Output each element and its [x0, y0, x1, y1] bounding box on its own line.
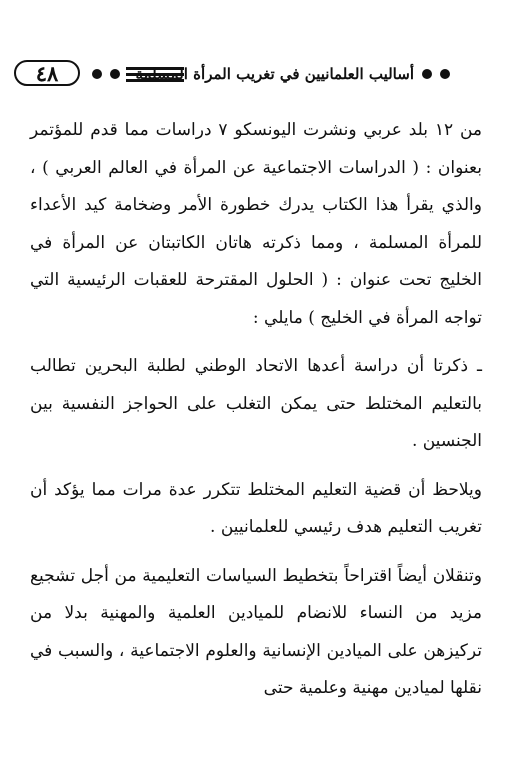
page-body [30, 112, 482, 708]
page-header [12, 56, 494, 92]
ornament-dot-icon [110, 69, 120, 79]
paragraph: ويلاحظ أن قضية التعليم المختلط تتكرر عدة مرات مما يؤكد أن تغريب التعليم هدف رئيسي للعلمانيين . [30, 479, 482, 537]
paragraph: ـ ذكرتا أن دراسة أعدها الاتحاد الوطني لطلبة البحرين تطالب بالتعليم المختلط حتى يمكن التغلب على الحواجز النفسية بين الجنسين . [30, 356, 482, 451]
ornament-dot-icon [422, 69, 432, 79]
ornament-dot-icon [92, 69, 102, 79]
paragraph: من ١٢ بلد عربي ونشرت اليونسكو ٧ دراسات مما قدم للمؤتمر بعنوان : ( الدراسات الاجتماعية عن المرأة في العالم العربي ) ، والذي يقرأ هذا الكتاب يدرك خطورة الأمر وضخامة كيد الأعداء للمرأة المسلمة ، ومما ذكرته هاتان الكاتبتان عن المرأة في الخليج تحت عنوان : ( الحلول المقترحة للعقبات الرئيسية التي تواجه المرأة في الخليج ) مايلي : [30, 120, 483, 328]
running-title: أساليب العلمانيين في تغريب المرأة المسلمة [135, 65, 414, 83]
page-number: ٤٨ [14, 60, 80, 86]
ornament-dot-icon [440, 69, 450, 79]
paragraph: وتنقلان أيضاً اقتراحاً بتخطيط السياسات التعليمية من أجل تشجيع مزيد من النساء للانضام للميادين العلمية والمهنية بدلا من تركيزهن على الميادين الإنسانية والعلوم الاجتماعية ، والسبب في نقلها لميادين مهنية وعلمية حتى [30, 565, 482, 698]
